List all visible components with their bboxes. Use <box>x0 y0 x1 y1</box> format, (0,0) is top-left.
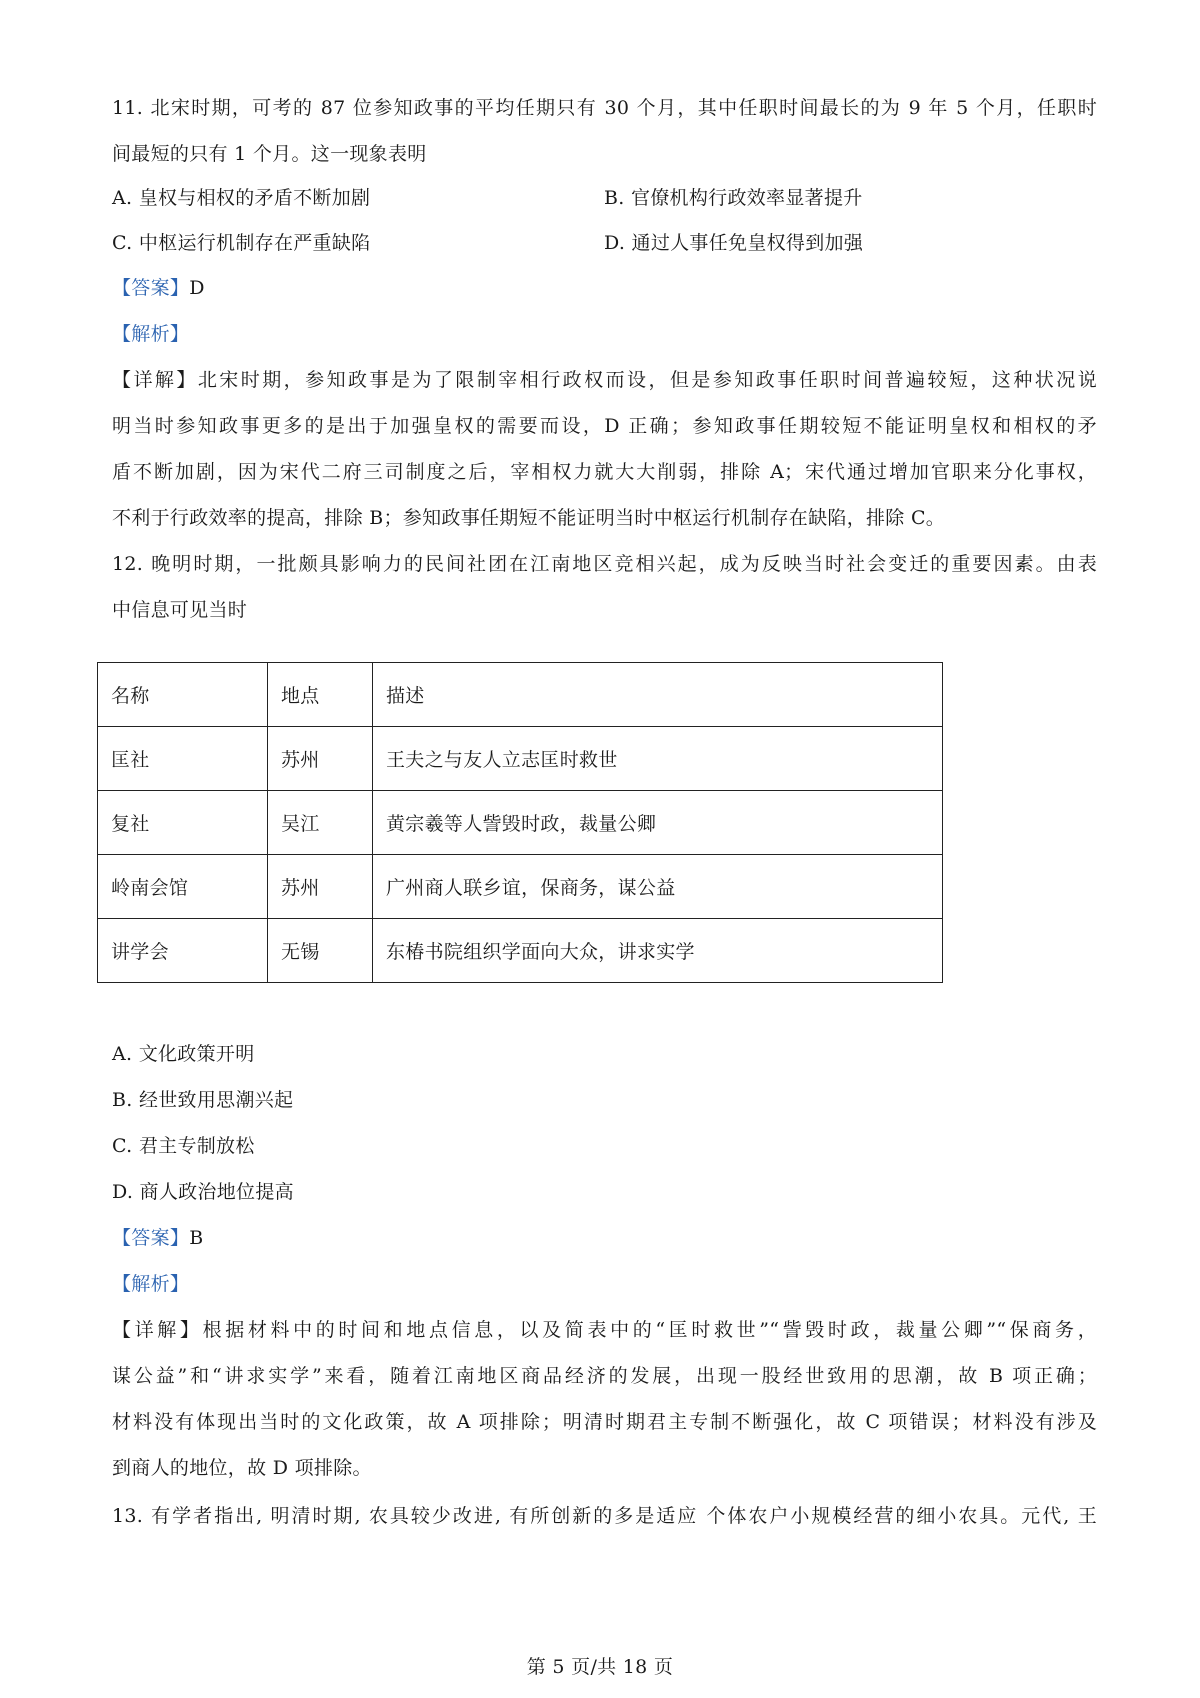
q11-detail-line2: 明当时参知政事更多的是出于加强皇权的需要而设，D 正确；参知政事任期较短不能证明皇权和相权的矛 <box>112 415 1097 437</box>
table-cell: 复社 <box>98 791 268 855</box>
q11-option-a: A. 皇权与相权的矛盾不断加剧 <box>112 187 371 209</box>
q11-option-c: C. 中枢运行机制存在严重缺陷 <box>112 232 371 254</box>
q11-option-b: B. 官僚机构行政效率显著提升 <box>604 187 863 209</box>
q12-option-b: B. 经世致用思潮兴起 <box>112 1089 294 1111</box>
q12-detail-tag: 【详解】 <box>112 1319 203 1341</box>
q11-answer-tag: 【答案】 <box>112 277 190 299</box>
q12-answer-tag: 【答案】 <box>112 1227 190 1249</box>
table-header-cell: 地点 <box>268 663 373 727</box>
q12-option-d: D. 商人政治地位提高 <box>112 1181 294 1203</box>
table-cell: 苏州 <box>268 855 373 919</box>
table-row <box>98 919 943 983</box>
table-cell: 吴江 <box>268 791 373 855</box>
table-header-row <box>98 663 943 727</box>
table-cell: 讲学会 <box>98 919 268 983</box>
table-cell: 王夫之与友人立志匡时救世 <box>373 727 943 791</box>
table-header-cell: 描述 <box>373 663 943 727</box>
table-row <box>98 727 943 791</box>
table-cell: 黄宗羲等人訾毁时政，裁量公卿 <box>373 791 943 855</box>
table-row <box>98 791 943 855</box>
q11-analysis <box>112 320 1097 348</box>
table-cell: 匡社 <box>98 727 268 791</box>
q11-analysis-tag: 【解析】 <box>112 323 190 345</box>
q12-option-a: A. 文化政策开明 <box>112 1043 255 1065</box>
table-cell: 岭南会馆 <box>98 855 268 919</box>
table-header-cell: 名称 <box>98 663 268 727</box>
page-number: 第 5 页/共 18 页 <box>526 1656 674 1678</box>
table-cell: 苏州 <box>268 727 373 791</box>
q12-analysis <box>112 1270 1097 1298</box>
q12-table <box>97 662 943 983</box>
q12-detail-line1 <box>112 1316 1097 1344</box>
q12-stem-line2: 中信息可见当时 <box>112 599 248 621</box>
q12-analysis-tag: 【解析】 <box>112 1273 190 1295</box>
q12-detail-text1: 根据材料中的时间和地点信息，以及简表中的“匡时救世”“訾毁时政，裁量公卿”“保商务， <box>202 1319 1097 1341</box>
q13-stem-line1: 13. 有学者指出, 明清时期, 农具较少改进, 有所创新的多是适应 个体农户小规模经营的细小农具。元代, 王 <box>112 1505 1097 1527</box>
table-row <box>98 855 943 919</box>
q11-detail-text1: 北宋时期，参知政事是为了限制宰相行政权而设，但是参知政事任职时间普遍较短，这种状况说 <box>197 369 1097 391</box>
q11-detail-line1 <box>112 366 1097 394</box>
q12-stem-line1: 12. 晚明时期，一批颇具影响力的民间社团在江南地区竞相兴起，成为反映当时社会变迁的重要因素。由表 <box>112 553 1097 575</box>
q11-stem-line1: 11. 北宋时期，可考的 87 位参知政事的平均任期只有 30 个月，其中任职时间最长的为 9 年 5 个月，任职时 <box>112 97 1097 119</box>
q11-answer <box>112 274 1097 302</box>
q11-detail-line4: 不利于行政效率的提高，排除 B；参知政事任期短不能证明当时中枢运行机制存在缺陷，排除 C。 <box>112 507 946 529</box>
table-cell: 东椿书院组织学面向大众，讲求实学 <box>373 919 943 983</box>
table-cell: 无锡 <box>268 919 373 983</box>
q12-detail-line2: 谋公益”和“讲求实学”来看，随着江南地区商品经济的发展，出现一股经世致用的思潮，故 B 项正确； <box>112 1365 1097 1387</box>
q11-detail-tag: 【详解】 <box>112 369 198 391</box>
q12-answer <box>112 1224 1097 1252</box>
q11-stem-line2: 间最短的只有 1 个月。这一现象表明 <box>112 143 427 165</box>
q12-option-c: C. 君主专制放松 <box>112 1135 255 1157</box>
q11-detail-line3: 盾不断加剧，因为宋代二府三司制度之后，宰相权力就大大削弱，排除 A；宋代通过增加官职来分化事权， <box>112 461 1097 483</box>
q11-answer-value: D <box>189 277 205 299</box>
q12-detail-line3: 材料没有体现出当时的文化政策，故 A 项排除；明清时期君主专制不断强化，故 C 项错误；材料没有涉及 <box>112 1411 1097 1433</box>
table-cell: 广州商人联乡谊，保商务，谋公益 <box>373 855 943 919</box>
q12-answer-value: B <box>189 1227 204 1249</box>
q12-detail-line4: 到商人的地位，故 D 项排除。 <box>112 1457 372 1479</box>
q11-option-d: D. 通过人事任免皇权得到加强 <box>604 232 864 254</box>
